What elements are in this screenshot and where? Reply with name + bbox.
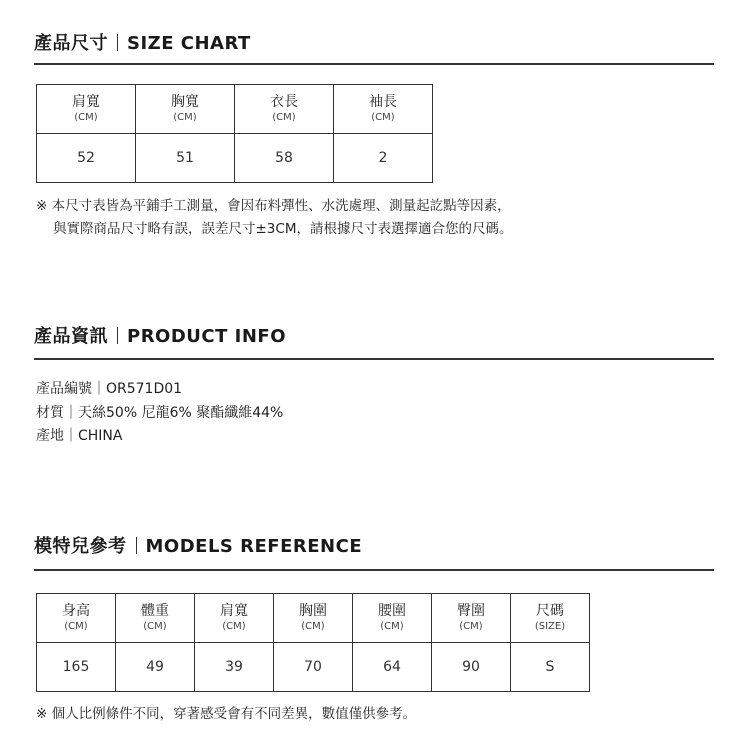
product-info-divider [34, 358, 714, 360]
size-value-chest: 51 [136, 134, 235, 183]
size-header-length [235, 85, 334, 134]
size-chart-title-zh: 產品尺寸 [34, 33, 108, 54]
material-line: 材質｜天絲50% 尼龍6% 聚酯纖維44% [36, 404, 284, 421]
header-label: 尺碼 [536, 602, 564, 619]
title-separator [117, 327, 118, 344]
header-label: 胸圍 [299, 602, 327, 619]
models-reference-title-en: MODELS REFERENCE [145, 536, 363, 557]
product-info-title [34, 322, 286, 348]
product-code-line: 產品編號｜OR571D01 [36, 381, 183, 397]
header-unit: (CM) [301, 620, 325, 632]
models-reference-table [36, 593, 590, 692]
header-unit: (CM) [143, 620, 167, 632]
title-separator [136, 537, 137, 554]
size-chart-header-row [37, 85, 433, 134]
header-unit: (SIZE) [534, 620, 566, 632]
size-note-line-2: 與實際商品尺寸略有誤，誤差尺寸±3CM，請根據尺寸表選擇適合您的尺碼。 [53, 221, 513, 237]
models-header-row [37, 594, 590, 643]
size-chart-divider [34, 63, 714, 65]
header-unit: (CM) [272, 111, 296, 123]
header-label: 體重 [141, 602, 169, 619]
model-value-shoulder: 39 [195, 643, 274, 692]
size-chart-title [34, 29, 251, 55]
model-value-waist: 64 [353, 643, 432, 692]
header-label: 肩寬 [220, 602, 248, 619]
size-note-line-1: ※ 本尺寸表皆為平鋪手工測量，會因布料彈性、水洗處理、測量起訖點等因素， [36, 198, 511, 214]
model-header-size [511, 594, 590, 643]
size-chart-note [36, 195, 512, 241]
size-value-shoulder: 52 [37, 134, 136, 183]
header-unit: (CM) [173, 111, 197, 123]
header-label: 胸寬 [171, 93, 199, 110]
header-label: 袖長 [369, 93, 397, 110]
models-reference-title [34, 532, 362, 558]
model-header-height [37, 594, 116, 643]
model-value-hip: 90 [432, 643, 511, 692]
header-unit: (CM) [222, 620, 246, 632]
product-info-title-en: PRODUCT INFO [127, 326, 287, 347]
size-chart-table [36, 84, 433, 183]
header-unit: (CM) [371, 111, 395, 123]
model-header-waist [353, 594, 432, 643]
title-separator [117, 34, 118, 51]
model-value-weight: 49 [116, 643, 195, 692]
header-label: 臀圍 [457, 602, 485, 619]
size-chart-value-row [37, 134, 433, 183]
models-reference-divider [34, 569, 714, 571]
model-value-height: 165 [37, 643, 116, 692]
models-reference-title-zh: 模特兒參考 [34, 536, 127, 557]
product-info-title-zh: 產品資訊 [34, 326, 108, 347]
header-label: 腰圍 [378, 602, 406, 619]
size-chart-title-en: SIZE CHART [127, 33, 251, 54]
header-label: 肩寬 [72, 93, 100, 110]
header-label: 衣長 [270, 93, 298, 110]
model-header-shoulder [195, 594, 274, 643]
model-header-hip [432, 594, 511, 643]
size-header-sleeve [334, 85, 433, 134]
header-unit: (CM) [459, 620, 483, 632]
product-info-list [36, 378, 283, 449]
model-value-bust: 70 [274, 643, 353, 692]
size-header-chest [136, 85, 235, 134]
model-header-bust [274, 594, 353, 643]
models-value-row [37, 643, 590, 692]
header-unit: (CM) [64, 620, 88, 632]
header-unit: (CM) [74, 111, 98, 123]
origin-line: 產地｜CHINA [36, 428, 123, 444]
models-note: ※ 個人比例條件不同，穿著感受會有不同差異，數值僅供參考。 [36, 706, 417, 722]
size-value-sleeve: 2 [334, 134, 433, 183]
size-value-length: 58 [235, 134, 334, 183]
model-value-size: S [511, 643, 590, 692]
model-header-weight [116, 594, 195, 643]
size-header-shoulder [37, 85, 136, 134]
header-unit: (CM) [380, 620, 404, 632]
header-label: 身高 [62, 602, 90, 619]
